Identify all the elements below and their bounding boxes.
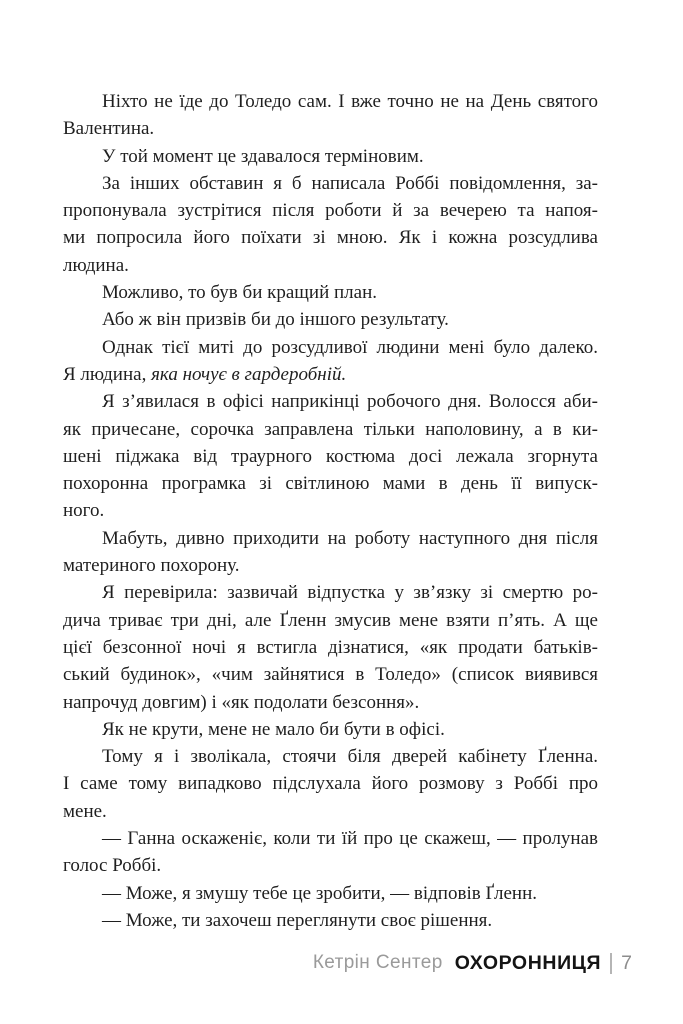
text-segment: дича триває три дні, але Ґленн змусив мене взяти п’ять. А ще bbox=[63, 609, 598, 631]
text-segment: Можливо, то був би кращий план. bbox=[102, 282, 377, 304]
text-segment: — Може, я змушу тебе це зробити, — відповів Ґленн. bbox=[102, 882, 537, 904]
text-segment: Ніхто не їде до Толедо сам. І вже точно не на День святого bbox=[102, 91, 598, 112]
text-line bbox=[63, 306, 598, 333]
text-line bbox=[63, 743, 598, 770]
text-segment: Або ж він призвів би до іншого результату. bbox=[102, 309, 449, 331]
text-segment: Мабуть, дивно приходити на роботу наступного дня після bbox=[102, 527, 598, 549]
text-segment: За інших обставин я б написала Роббі повідомлення, за- bbox=[102, 172, 598, 194]
text-line bbox=[63, 689, 598, 716]
text-line bbox=[63, 497, 598, 524]
text-segment: напрочуд довгим) і «як подолати безсоння». bbox=[63, 691, 420, 713]
text-line bbox=[63, 115, 598, 142]
text-line bbox=[63, 770, 598, 797]
text-line bbox=[63, 143, 598, 170]
text-line bbox=[63, 825, 598, 852]
text-segment: ський будинок», «чим зайнятися в Толедо» (список виявився bbox=[63, 664, 598, 686]
page-number: 7 bbox=[621, 951, 632, 974]
text-line bbox=[63, 880, 598, 907]
author-name: Кетрін Сентер bbox=[312, 952, 443, 973]
text-line bbox=[63, 579, 598, 606]
text-line bbox=[63, 634, 598, 661]
text-segment: Валентина. bbox=[63, 118, 155, 140]
text-line bbox=[63, 716, 598, 743]
text-segment: ного. bbox=[63, 500, 105, 522]
footer-separator bbox=[610, 953, 612, 974]
text-segment: Я перевірила: зазвичай відпустка у зв’язку зі смертю ро- bbox=[102, 582, 598, 604]
text-line bbox=[63, 470, 598, 497]
text-line bbox=[63, 279, 598, 306]
text-segment: мене. bbox=[63, 800, 107, 822]
book-title: ОХОРОННИЦЯ bbox=[454, 951, 602, 974]
text-segment: — Може, ти захочеш переглянути своє рішення. bbox=[102, 909, 493, 931]
text-line bbox=[63, 798, 598, 825]
text-segment: Однак тієї миті до розсудливої людини мені було далеко. bbox=[102, 336, 598, 358]
text-segment: шені піджака від траурного костюма досі лежала згорнута bbox=[63, 445, 598, 467]
text-segment: материного похорону. bbox=[63, 555, 240, 577]
text-line bbox=[63, 224, 598, 251]
text-line bbox=[63, 525, 598, 552]
page-footer bbox=[313, 950, 632, 976]
italic-phrase: яка ночує в гардеробній. bbox=[151, 363, 347, 385]
text-line bbox=[63, 388, 598, 415]
text-segment: Я людина, bbox=[63, 363, 152, 385]
text-segment: Я з’явилася в офісі наприкінці робочого дня. Волосся аби- bbox=[102, 391, 598, 413]
text-line bbox=[63, 361, 598, 388]
text-line bbox=[63, 443, 598, 470]
text-segment: ми попросила його поїхати зі мною. Як і кожна розсудлива bbox=[63, 227, 598, 249]
text-line bbox=[63, 334, 598, 361]
text-segment: — Ганна оскаженіє, коли ти їй про це скажеш, — пролунав bbox=[102, 828, 598, 850]
text-segment: як причесане, сорочка заправлена тільки наполовину, а в ки- bbox=[63, 418, 598, 440]
text-segment: І саме тому випадково підслухала його розмову з Роббі про bbox=[63, 773, 598, 795]
text-line bbox=[63, 552, 598, 579]
text-segment: пропонувала зустрітися після роботи й за вечерею та напоя- bbox=[63, 200, 598, 222]
text-line bbox=[63, 197, 598, 224]
text-line bbox=[63, 852, 598, 879]
text-line bbox=[63, 607, 598, 634]
text-segment: Тому я і зволікала, стоячи біля дверей кабінету Ґленна. bbox=[102, 746, 598, 768]
body-text bbox=[63, 88, 598, 934]
text-segment: Як не крути, мене не мало би бути в офісі. bbox=[102, 718, 445, 740]
text-line bbox=[63, 170, 598, 197]
text-line bbox=[63, 661, 598, 688]
text-line bbox=[63, 88, 598, 115]
text-segment: голос Роббі. bbox=[63, 855, 162, 877]
text-segment: У той момент це здавалося терміновим. bbox=[102, 145, 424, 167]
text-segment: цієї безсонної ночі я встигла дізнатися, «як продати батьків- bbox=[63, 636, 598, 658]
text-line bbox=[63, 252, 598, 279]
text-segment: похоронна програмка зі світлиною мами в день її випуск- bbox=[63, 473, 598, 495]
text-line bbox=[63, 907, 598, 934]
text-line bbox=[63, 416, 598, 443]
text-segment: людина. bbox=[63, 254, 129, 276]
